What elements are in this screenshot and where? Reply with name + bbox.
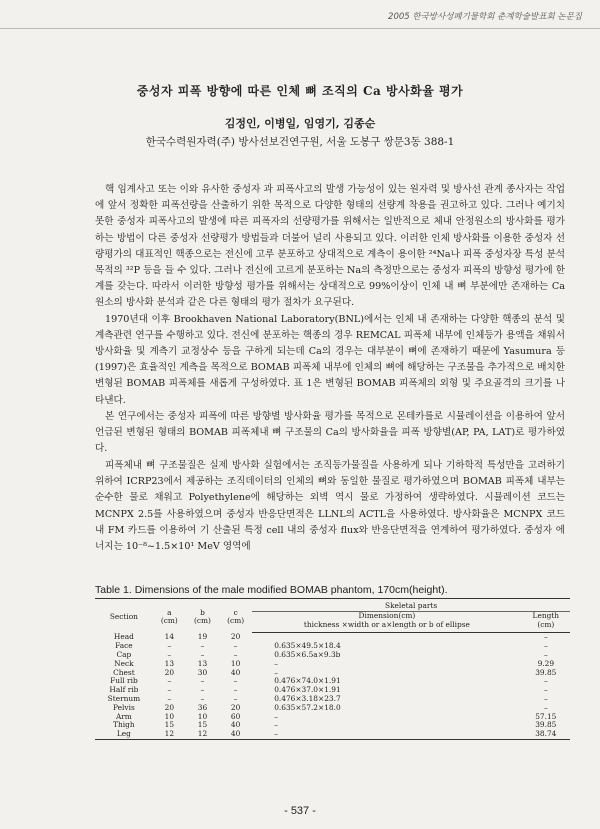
cell-dim: 0.476×74.0×1.91 — [274, 676, 341, 686]
authors: 김정인, 이병일, 임영기, 김종순 — [224, 117, 376, 130]
body-section-1 — [95, 182, 565, 457]
cell-dim: 0.476×37.0×1.91 — [274, 685, 341, 695]
cell-dim: – — [274, 667, 278, 677]
table-body — [95, 633, 570, 740]
cell-a: – — [167, 649, 172, 659]
cell-b: – — [200, 649, 205, 659]
cell-section: Leg — [95, 730, 153, 739]
cell-dim: 0.635×57.2×18.0 — [274, 702, 341, 712]
cell-section: Head — [113, 632, 134, 642]
paragraph-2: 1970년대 이후 Brookhaven National Laboratory(BNL)에서는 인체 내 존재하는 다양한 핵종의 분석 및 계측관련 연구를 수행하고 있다. 전신에 분포하는 핵종의 경우 REMCAL 피폭체 내부에 인체등가 용액을 채워서 방사화율 및 계측기 교정상수 등을 구하게 되는데 Ca의 경우는 대부분이 뼈에 존재하기 때문에 Yasumura 등(1997)은 효율적인 계측을 목적으로 BOMAB 피폭체 내부에 인체의 뼈에 해당하는 구조물을 추가적으로 배치한 변형된 BOMAB 피폭체를 새롭게 구성하였다. 표 1은 변형된 BOMAB 피폭체의 외형 및 주요골격의 크기를 나타낸다. — [95, 313, 565, 406]
paragraph-1: 핵 임계사고 또는 이와 유사한 중성자 과 피폭사고의 발생 가능성이 있는 원자력 및 방사선 관계 종사자는 작업에 앞서 정확한 피폭선량을 산출하기 위한 목적으로 다양한 형태의 선량계 착용을 권고하고 있다. 그러나 예기치 못한 중성자 피폭사고의 발생에 따른 피폭자의 선량평가를 위해서는 일반적으로 체내 안정원소의 방사화를 평가하는 방법이 다른 중성자 선량평가 방법들과 더불어 널리 사용되고 있다. 이러한 인체 방사화를 이용한 중성자 선량평가의 대표적인 핵종으로는 전신에 고루 분포하고 상대적으로 계측이 용이한 ²⁴Na나 피폭 중성자장 특성 분석 목적의 ³²P 등을 들 수 있다. 그러나 전신에 고르게 분포하는 Na의 측정만으로는 중성자 피폭의 방향성 평가에 한계를 갖는다. 따라서 이러한 방향성 평가를 위해서는 상대적으로 99%이상이 인체 내 뼈 부분에만 존재하는 Ca 원소의 방사화 분석과 같은 다른 형태의 평가 절차가 요구된다. — [95, 184, 565, 309]
cell-c: 40 — [230, 720, 241, 730]
cell-b: 10 — [197, 711, 208, 721]
header-skeletal-parts: Skeletal parts — [252, 599, 570, 612]
cell-section: Face — [115, 641, 133, 651]
cell-c: – — [233, 693, 238, 703]
header-dimension: Dimension(cm) thickness ×width or a×length or b of ellipse — [252, 611, 521, 633]
cell-b: 30 — [197, 667, 208, 677]
cell-section: Cap — [116, 649, 132, 659]
cell-len: – — [543, 685, 548, 695]
header-section: Section — [95, 599, 153, 633]
cell-len: 9.29 — [537, 658, 555, 668]
cell-a: 12 — [153, 730, 186, 739]
cell-b: – — [200, 693, 205, 703]
cell-dim: – — [252, 730, 521, 739]
cell-dim: 0.635×6.5a×9.3b — [274, 649, 341, 659]
cell-a: 20 — [164, 667, 175, 677]
cell-c: 40 — [219, 730, 252, 739]
cell-len: – — [543, 641, 548, 651]
cell-len: 39.85 — [535, 667, 557, 677]
header-b: b (cm) — [186, 599, 219, 633]
dimensions-table — [95, 598, 570, 740]
cell-section: Neck — [114, 658, 134, 668]
cell-len: – — [543, 649, 548, 659]
cell-b: 13 — [197, 658, 208, 668]
running-header: 2005 한국방사성폐기물학회 춘계학술발표회 논문집 — [388, 12, 582, 22]
cell-section: Sternum — [107, 693, 141, 703]
body-section-2 — [95, 458, 565, 555]
cell-dim: 0.635×49.5×18.4 — [274, 641, 341, 651]
paragraph-3: 본 연구에서는 중성자 피폭에 따른 방향별 방사화율 평가를 목적으로 몬테카를로 시뮬레이션을 이용하여 앞서 언급된 변형된 형태의 BOMAB 피폭체내 뼈 구조물의 Ca의 방사화율을 피폭 방향별(AP, PA, LAT)로 평가하였다. — [95, 410, 565, 455]
affiliation: 한국수력원자력(주) 방사선보건연구원, 서울 도봉구 쌍문3동 388-1 — [145, 136, 455, 148]
cell-a: – — [167, 676, 172, 686]
cell-len: 57.15 — [535, 711, 557, 721]
cell-dim: – — [274, 711, 278, 721]
cell-a: 14 — [164, 632, 175, 642]
cell-b: – — [200, 641, 205, 651]
paragraph-4: 피폭체내 뼈 구조물질은 실제 방사화 실험에서는 조직등가물질을 사용하게 되나 기하학적 특성만을 고려하기 위하여 ICRP23에서 제공하는 조직데이터의 인체의 뼈와 동일한 물질로 평가하였으며 BOMAB 피폭체 내부는 순수한 물로 채워고 Polyethylene에 해당하는 외벽 역시 물로 가정하여 생략하였다. 시뮬레이션 코드는 MCNPX 2.5를 사용하였으며 중성자 반응단면적은 LLNL의 ACTL을 사용하였다. 방사화율은 MCNPX 코드 내 FM 카드를 이용하여 기 산출된 특정 cell 내의 중성자 flux와 반응단면적을 연계하여 평가하였다. 중성자 에너지는 10⁻⁸~1.5×10¹ MeV 영역에 — [95, 460, 565, 553]
cell-c: – — [233, 641, 238, 651]
cell-dim: 0.476×3.18×23.7 — [274, 693, 341, 703]
cell-c: – — [233, 676, 238, 686]
cell-a: 13 — [164, 658, 175, 668]
cell-a: 15 — [164, 720, 175, 730]
cell-c: 20 — [230, 702, 241, 712]
table-row — [95, 730, 570, 739]
cell-a: – — [167, 685, 172, 695]
cell-b: – — [200, 685, 205, 695]
cell-c: 60 — [230, 711, 241, 721]
cell-a: 20 — [164, 702, 175, 712]
cell-section: Chest — [113, 667, 135, 677]
cell-a: 10 — [164, 711, 175, 721]
cell-len: – — [543, 693, 548, 703]
cell-c: – — [233, 649, 238, 659]
cell-section: Half rib — [109, 685, 139, 695]
header-a: a (cm) — [153, 599, 186, 633]
cell-b: – — [200, 676, 205, 686]
cell-section: Arm — [115, 711, 132, 721]
cell-len: – — [543, 702, 548, 712]
table-caption: Table 1. Dimensions of the male modified BOMAB phantom, 170cm(height). — [95, 584, 448, 596]
cell-section: Pelvis — [113, 702, 135, 712]
cell-len: 38.74 — [522, 730, 570, 739]
header-length: Length (cm) — [522, 611, 570, 633]
cell-dim: – — [274, 720, 278, 730]
cell-c: – — [233, 685, 238, 695]
cell-len: – — [543, 632, 548, 642]
cell-a: – — [167, 641, 172, 651]
cell-c: 20 — [230, 632, 241, 642]
header-c: c (cm) — [219, 599, 252, 633]
paper-title: 중성자 피폭 방향에 따른 인체 뼈 조직의 Ca 방사화율 평가 — [136, 84, 464, 98]
cell-b: 19 — [197, 632, 208, 642]
cell-b: 15 — [197, 720, 208, 730]
cell-dim: – — [274, 658, 278, 668]
header-rule — [0, 28, 600, 29]
cell-len: – — [543, 676, 548, 686]
cell-c: 10 — [230, 658, 241, 668]
cell-a: – — [167, 693, 172, 703]
cell-c: 40 — [230, 667, 241, 677]
cell-b: 36 — [197, 702, 208, 712]
cell-section: Full rib — [110, 676, 138, 686]
cell-section: Thigh — [113, 720, 135, 730]
page-number: - 537 - — [284, 805, 316, 817]
cell-len: 39.85 — [535, 720, 557, 730]
cell-b: 12 — [186, 730, 219, 739]
